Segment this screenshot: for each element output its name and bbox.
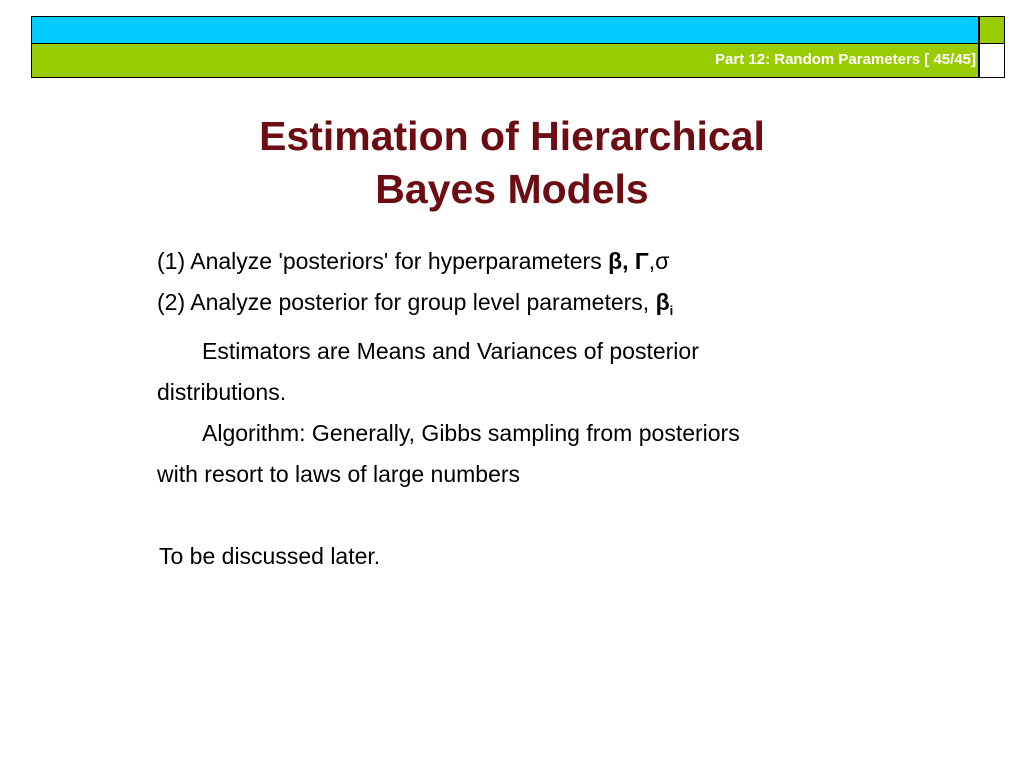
- body-item-2-text: (2) Analyze posterior for group level parameters,: [157, 289, 656, 315]
- header-corner-square-top: [979, 16, 1005, 44]
- closing-line: To be discussed later.: [159, 543, 381, 569]
- slide-title-line-1: Estimation of Hierarchical: [259, 113, 765, 159]
- beta-subscript: i: [669, 303, 674, 318]
- header-cyan-bar: [31, 16, 979, 44]
- algorithm-line-2: with resort to laws of large numbers: [157, 461, 521, 487]
- body-item-1: [157, 241, 917, 282]
- slide-title-line-2: Bayes Models: [375, 166, 649, 212]
- slide-title: [0, 110, 1024, 216]
- slide-body: [157, 241, 917, 577]
- estimators-line-2: distributions.: [157, 379, 287, 405]
- spacer: [157, 495, 917, 536]
- estimators-line-1: Estimators are Means and Variances of posterior: [202, 338, 699, 364]
- beta-symbol: β: [655, 289, 670, 315]
- hyperparameter-symbols: β, Γ: [608, 248, 649, 274]
- sigma-symbol: ,σ: [648, 248, 670, 274]
- slide-section-label: Part 12: Random Parameters [ 45/45]: [715, 51, 976, 68]
- header-corner-square-bottom: [979, 43, 1005, 78]
- body-item-2: [157, 282, 917, 331]
- algorithm-line-1: Algorithm: Generally, Gibbs sampling from posteriors: [202, 420, 740, 446]
- body-item-1-text: (1) Analyze 'posteriors' for hyperparameters: [157, 248, 609, 274]
